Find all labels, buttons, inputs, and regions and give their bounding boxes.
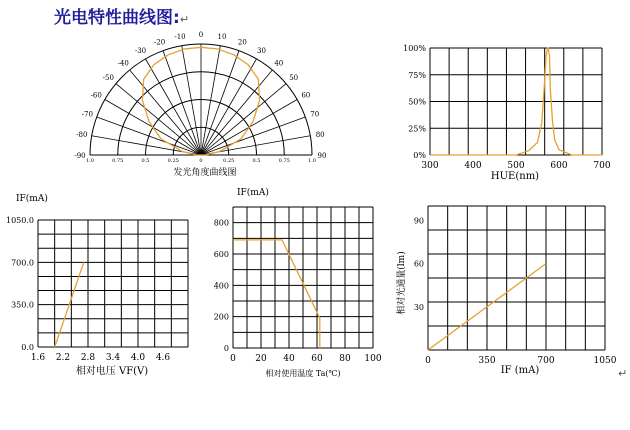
- x-axis-label: 相对电压 VF(V): [75, 366, 149, 377]
- polar-angle-label: 90: [317, 152, 327, 160]
- x-tick-label: 500: [507, 161, 525, 171]
- x-tick-label: 300: [421, 161, 439, 171]
- x-tick-label: 2.8: [80, 353, 96, 363]
- x-tick-label: 1.6: [30, 353, 46, 363]
- x-tick-label: 2.2: [55, 353, 71, 363]
- polar-angle-label: -40: [117, 59, 129, 68]
- polar-xlabel: 发光角度曲线图: [173, 168, 237, 178]
- y-tick-label: 800: [213, 218, 229, 228]
- x-tick-label: 700: [537, 356, 555, 366]
- polar-angle-label: -50: [102, 74, 114, 83]
- y-axis-label: 相对光通量(lm): [397, 251, 407, 315]
- x-tick-label: 4.6: [155, 353, 171, 363]
- y-tick-label: 60: [413, 259, 424, 269]
- polar-angle-label: 10: [217, 32, 227, 41]
- polar-radial-label: 1.0: [86, 158, 94, 164]
- paragraph-mark: ↵: [179, 13, 190, 26]
- polar-radial-label: 0.25: [223, 158, 235, 164]
- polar-chart: [74, 31, 326, 178]
- y-tick-label: 100%: [403, 44, 426, 53]
- polar-radial-label: 0.75: [112, 158, 124, 164]
- y-tick-label: 90: [413, 216, 424, 226]
- polar-radial-label: 0.75: [278, 158, 290, 164]
- polar-angle-label: 40: [274, 59, 284, 68]
- temperature-current-chart: [214, 187, 382, 378]
- x-tick-label: 1050: [593, 356, 617, 366]
- y-tick-label: 700.0: [11, 258, 34, 268]
- y-tick-label: 1050.0: [6, 216, 34, 225]
- x-tick-label: 20: [255, 354, 267, 364]
- polar-angle-label: -70: [81, 110, 93, 119]
- y-tick-label: 400: [213, 281, 229, 291]
- polar-angle-label: -10: [174, 32, 186, 41]
- data-curve: [233, 240, 320, 348]
- y-tick-label: 0.0: [21, 343, 34, 352]
- x-tick-label: 350: [478, 356, 496, 366]
- y-tick-label: 25%: [408, 124, 426, 134]
- y-tick-label: 0%: [413, 151, 426, 160]
- hue-chart: [403, 44, 611, 182]
- y-tick-label: 50%: [408, 97, 426, 107]
- x-tick-label: 400: [464, 161, 482, 171]
- y-tick-label: 30: [413, 302, 424, 312]
- y-axis-label: IF(mA): [16, 194, 48, 204]
- paragraph-mark: ↵: [618, 367, 628, 380]
- x-tick-label: 600: [550, 161, 568, 171]
- x-tick-label: 100: [364, 354, 382, 364]
- y-tick-label: 600: [213, 250, 229, 259]
- x-axis-label: IF (mA): [500, 365, 540, 376]
- polar-angle-label: 20: [237, 38, 247, 47]
- polar-radial-label: 0.5: [141, 158, 150, 164]
- y-tick-label: 350.0: [11, 300, 34, 310]
- x-tick-label: 80: [339, 354, 351, 364]
- voltage-current-chart: [6, 193, 188, 377]
- x-tick-label: 60: [311, 354, 323, 364]
- polar-radial-label: 0.25: [167, 158, 179, 164]
- polar-angle-label: 60: [301, 91, 311, 100]
- y-tick-label: 200: [213, 312, 229, 322]
- polar-angle-label: 70: [310, 110, 320, 119]
- current-flux-chart: [395, 206, 617, 376]
- polar-angle-label: -60: [90, 91, 102, 100]
- x-tick-label: 3.4: [105, 353, 121, 363]
- x-tick-label: 4.0: [130, 353, 146, 363]
- x-tick-label: 700: [593, 161, 611, 171]
- polar-angle-label: -30: [134, 47, 147, 56]
- document-title: 光电特性曲线图:↵: [54, 8, 190, 28]
- polar-angle-label: 80: [315, 130, 325, 139]
- polar-angle-label: 30: [257, 47, 266, 56]
- x-tick-label: 0: [425, 356, 431, 366]
- x-axis-label: HUE(nm): [490, 171, 540, 182]
- polar-radial-label: 0.5: [252, 158, 261, 164]
- polar-angle-label: 0: [198, 31, 204, 39]
- polar-angle-label: -90: [74, 152, 86, 160]
- polar-angle-label: -80: [76, 130, 88, 139]
- polar-angle-label: 50: [289, 74, 299, 83]
- x-tick-label: 40: [283, 354, 295, 364]
- y-axis-label: IF(mA): [237, 188, 269, 198]
- x-axis-label: 相对使用温度 Ta(℃): [265, 369, 341, 378]
- polar-angle-label: -20: [153, 38, 166, 47]
- polar-radial-label: 1.0: [308, 158, 316, 164]
- y-tick-label: 0: [223, 344, 229, 353]
- y-tick-label: 75%: [408, 70, 426, 80]
- polar-radial-label: 0: [199, 158, 203, 164]
- x-tick-label: 0: [230, 354, 236, 364]
